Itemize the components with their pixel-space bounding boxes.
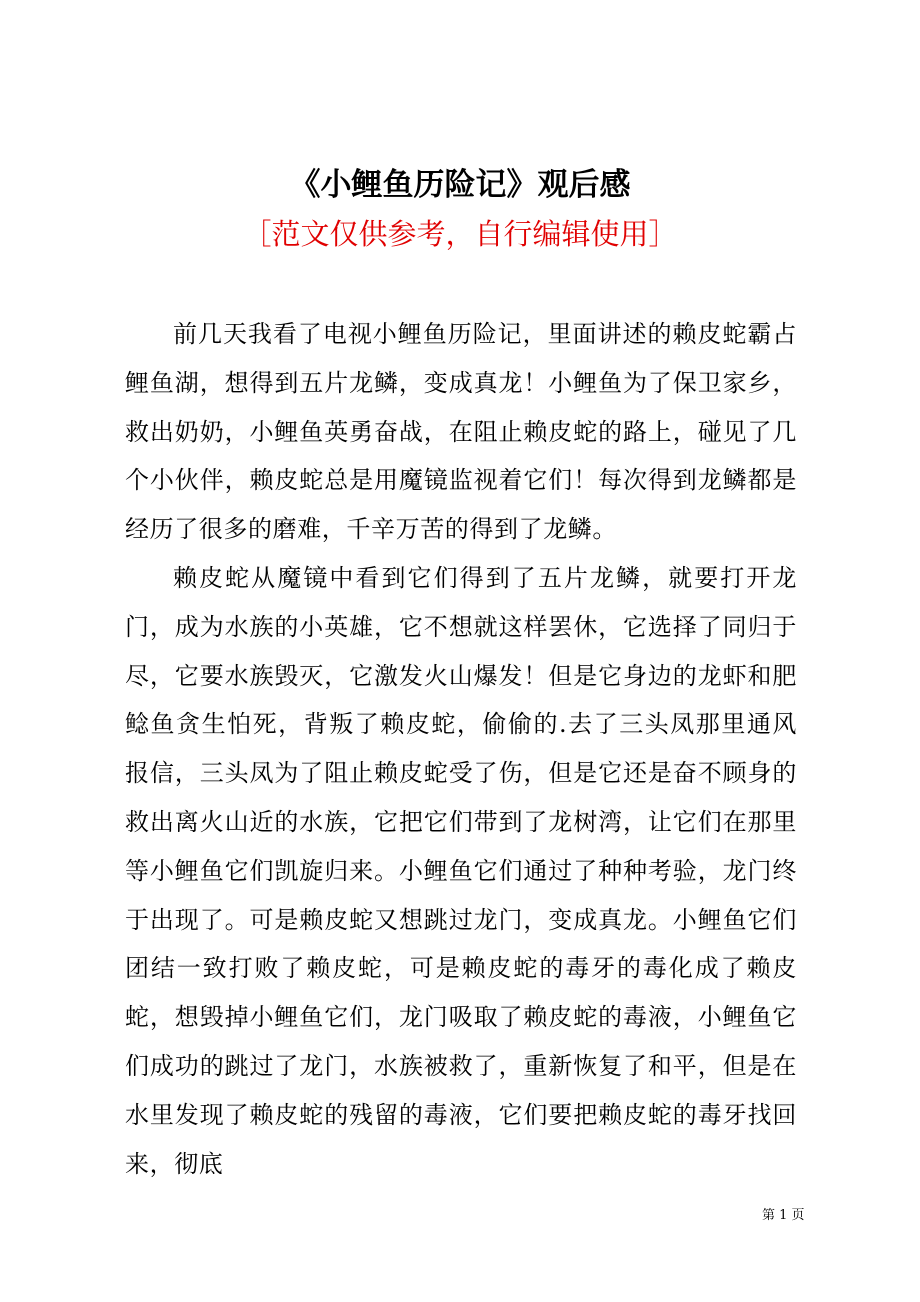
paragraph-2: 赖皮蛇从魔镜中看到它们得到了五片龙鳞，就要打开龙门，成为水族的小英雄，它不想就这样罢休，它选择了同归于尽，它要水族毁灭，它激发火山爆发！但是它身边的龙虾和肥鲶鱼贪生怕死，背叛了赖皮蛇，偷偷的.去了三头凤那里通风报信，三头凤为了阻止赖皮蛇受了伤，但是它还是奋不顾身的救出离火山近的水族，它把它们带到了龙树湾，让它们在那里等小鲤鱼它们凯旋归来。小鲤鱼它们通过了种种考验，龙门终于出现了。可是赖皮蛇又想跳过龙门，变成真龙。小鲤鱼它们团结一致打败了赖皮蛇，可是赖皮蛇的毒牙的毒化成了赖皮蛇，想毁掉小鲤鱼它们，龙门吸取了赖皮蛇的毒液，小鲤鱼它们成功的跳过了龙门，水族被救了，重新恢复了和平，但是在水里发现了赖皮蛇的残留的毒液，它们要把赖皮蛇的毒牙找回来，彻底	[125, 563, 797, 1178]
document-title: 《小鲤鱼历险记》观后感	[289, 167, 631, 203]
document-subtitle: ［范文仅供参考，自行编辑使用］	[242, 217, 678, 251]
paragraph-1: 前几天我看了电视小鲤鱼历险记，里面讲述的赖皮蛇霸占鲤鱼湖，想得到五片龙鳞，变成真龙！小鲤鱼为了保卫家乡，救出奶奶，小鲤鱼英勇奋战，在阻止赖皮蛇的路上，碰见了几个小伙伴，赖皮蛇总是用魔镜监视着它们！每次得到龙鳞都是经历了很多的磨难，千辛万苦的得到了龙鳞。	[125, 320, 797, 544]
page-number: 第 1 页	[762, 1208, 805, 1223]
document-body	[125, 310, 797, 1188]
